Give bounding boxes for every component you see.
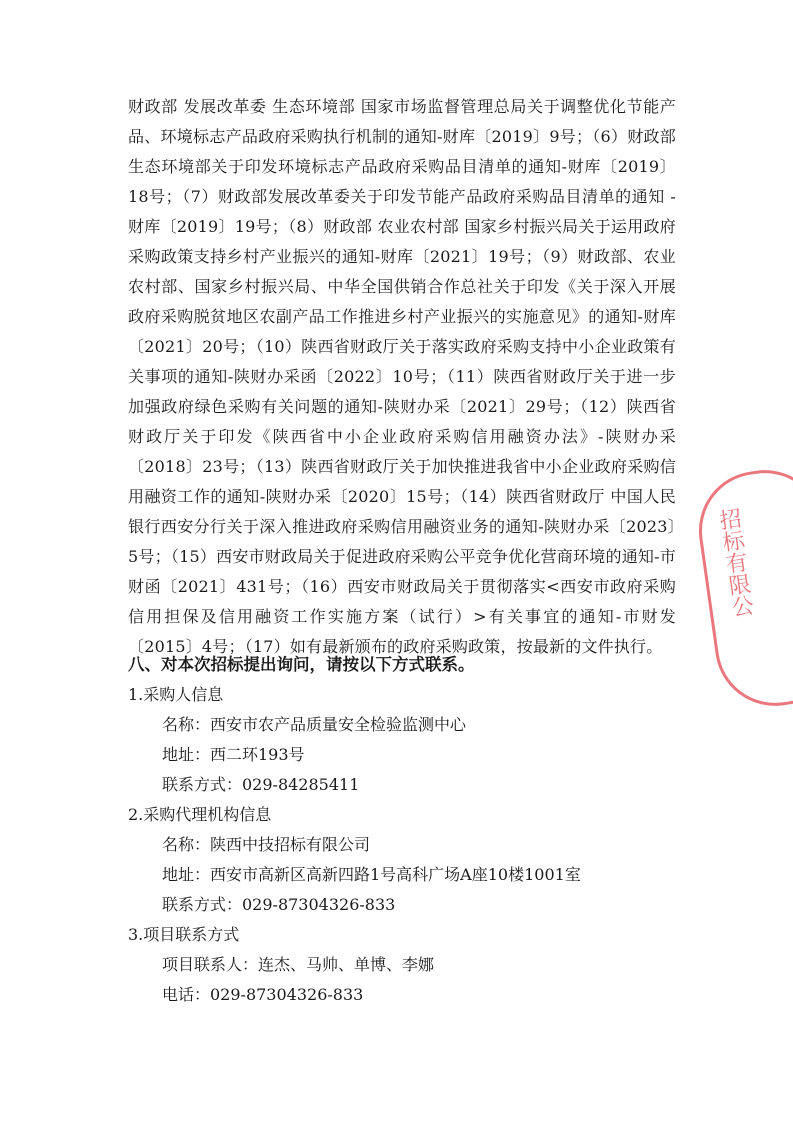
- seal-stamp-text: 招标有限公: [714, 506, 755, 619]
- purchaser-heading: 1.采购人信息: [128, 685, 224, 704]
- agency-contact: 联系方式：029-87304326-833: [162, 895, 396, 914]
- purchaser-name: 名称：西安市农产品质量安全检验监测中心: [162, 715, 467, 734]
- project-contacts: 项目联系人：连杰、马帅、单博、李娜: [162, 955, 435, 974]
- purchaser-contact: 联系方式：029-84285411: [162, 775, 360, 794]
- section-title: 八、对本次招标提出询问，请按以下方式联系。: [128, 655, 475, 674]
- project-heading: 3.项目联系方式: [128, 925, 240, 944]
- seal-stamp: [691, 462, 793, 713]
- agency-name: 名称：陕西中技招标有限公司: [162, 835, 371, 854]
- project-phone: 电话：029-87304326-833: [162, 985, 364, 1004]
- purchaser-address: 地址：西二环193号: [162, 745, 305, 764]
- agency-heading: 2.采购代理机构信息: [128, 805, 272, 824]
- policy-list-paragraph: 财政部 发展改革委 生态环境部 国家市场监督管理总局关于调整优化节能产品、环境标志产品政府采购执行机制的通知-财库〔2019〕9号；（6）财政部生态环境部关于印发环境标志产品政府采购品目清单的通知-财库〔2019〕18号；（7）财政部发展改革委关于印发节能产品政府采购品目清单的通知 -财库〔2019〕19号；（8）财政部 农业农村部 国家乡村振兴局关于运用政府采购政策支持乡村产业振兴的通知-财库〔2021〕19号；（9）财政部、农业农村部、国家乡村振兴局、中华全国供销合作总社关于印发《关于深入开展政府采购脱贫地区农副产品工作推进乡村产业振兴的实施意见》的通知-财库〔2021〕20号；（10）陕西省财政厅关于落实政府采购支持中小企业政策有关事项的通知-陕财办采函〔2022〕10号；（11）陕西省财政厅关于进一步加强政府绿色采购有关问题的通知-陕财办采〔2021〕29号；（12）陕西省财政厅关于印发《陕西省中小企业政府采购信用融资办法》-陕财办采〔2018〕23号；（13）陕西省财政厅关于加快推进我省中小企业政府采购信用融资工作的通知-陕财办采〔2020〕15号；（14）陕西省财政厅 中国人民银行西安分行关于深入推进政府采购信用融资业务的通知-陕财办采〔2023〕5号；（15）西安市财政局关于促进政府采购公平竞争优化营商环境的通知-市财函〔2021〕431号；（16）西安市财政局关于贯彻落实<西安市政府采购信用担保及信用融资工作实施方案（试行）>有关事宜的通知-市财发〔2015〕4号；（17）如有最新颁布的政府采购政策，按最新的文件执行。: [128, 97, 676, 656]
- agency-address: 地址：西安市高新区高新四路1号高科广场A座10楼1001室: [162, 865, 581, 884]
